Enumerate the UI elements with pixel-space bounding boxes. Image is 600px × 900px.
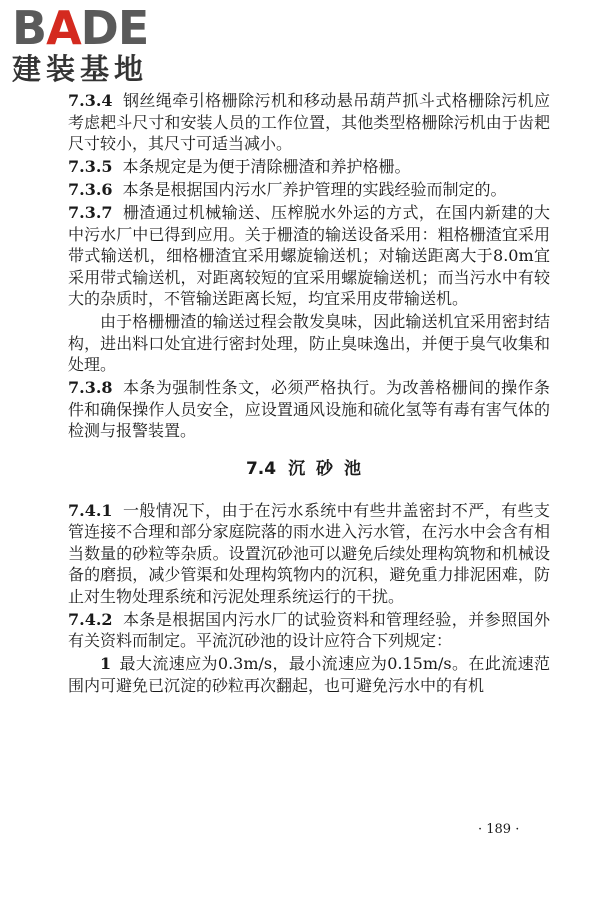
logo-subtitle: 建装基地 [12, 52, 149, 86]
clause-number: 7.3.7 [68, 203, 113, 222]
clause-number: 7.4.2 [68, 609, 113, 629]
section-title: 沉砂池 [288, 458, 373, 479]
clause-7-3-4 [68, 90, 550, 155]
clause-text: 本条为强制性条文，必须严格执行。为改善格栅间的操作条件和确保操作人员安全，应设置通风设施和硫化氢等有毒有害气体的检测与报警装置。 [68, 378, 550, 440]
clause-text: 栅渣通过机械输送、压榨脱水外运的方式，在国内新建的大中污水厂中已得到应用。关于栅渣的输送设备采用：粗格栅渣宜采用带式输送机，细格栅渣宜采用螺旋输送机；对输送距离大于8.0m宜采用带式输送机，对距离较短的宜采用螺旋输送机；而当污水中有较大的杂质时，不管输送距离长短，均宜采用皮带输送机。 [68, 203, 550, 308]
logo-wordmark: BADE [12, 1, 149, 55]
clause-text: 本条规定是为便于清除栅渣和养护格栅。 [122, 157, 411, 176]
clause-text: 本条是根据国内污水厂养护管理的实践经验而制定的。 [122, 180, 507, 199]
page-number: · 189 · [478, 822, 520, 837]
clause-number: 7.3.6 [68, 180, 113, 199]
clause-7-3-7-continued: 由于格栅栅渣的输送过程会散发臭味，因此输送机宜采用密封结构，进出料口处宜进行密封处理，防止臭味逸出，并便于臭气收集和处理。 [68, 312, 550, 374]
section-number: 7.4 [245, 458, 277, 479]
logo [12, 1, 182, 88]
clause-number: 7.3.8 [68, 378, 113, 397]
clause-text: 一般情况下，由于在污水系统中有些井盖密封不严，有些支管连接不合理和部分家庭院落的雨水进入污水管，在污水中会含有相当数量的砂粒等杂质。设置沉砂池可以避免后续处理构筑物和机械设备的磨损，减少管渠和处理构筑物内的沉积，避免重力排泥困难，防止对生物处理系统和污泥处理系统运行的干扰。 [68, 500, 550, 606]
clause-number: 7.3.5 [68, 157, 113, 176]
section-heading [68, 457, 550, 481]
clause-number: 7.3.4 [68, 91, 113, 110]
clause-text: 钢丝绳牵引格栅除污机和移动悬吊葫芦抓斗式格栅除污机应考虑耙斗尺寸和安装人员的工作位置，其他类型格栅除污机由于齿耙尺寸较小，其尺寸可适当减小。 [68, 91, 550, 153]
clause-number: 7.4.1 [68, 500, 113, 520]
clause-text: 本条是根据国内污水厂的试验资料和管理经验，并参照国外有关资料而制定。平流沉砂池的设计应符合下列规定： [68, 609, 550, 650]
clause-7-3-8 [68, 377, 550, 442]
clause-7-3-7 [68, 202, 550, 310]
clause-7-4-2 [68, 609, 550, 652]
document-body [68, 90, 550, 698]
list-item [68, 653, 550, 696]
item-text: 最大流速应为0.3m/s，最小流速应为0.15m/s。在此流速范围内可避免已沉淀的砂粒再次翻起，也可避免污水中的有机 [68, 654, 550, 695]
clause-7-3-6 [68, 179, 550, 201]
clause-7-4-1 [68, 500, 550, 608]
clause-7-3-5 [68, 156, 550, 178]
item-number: 1 [100, 654, 112, 673]
